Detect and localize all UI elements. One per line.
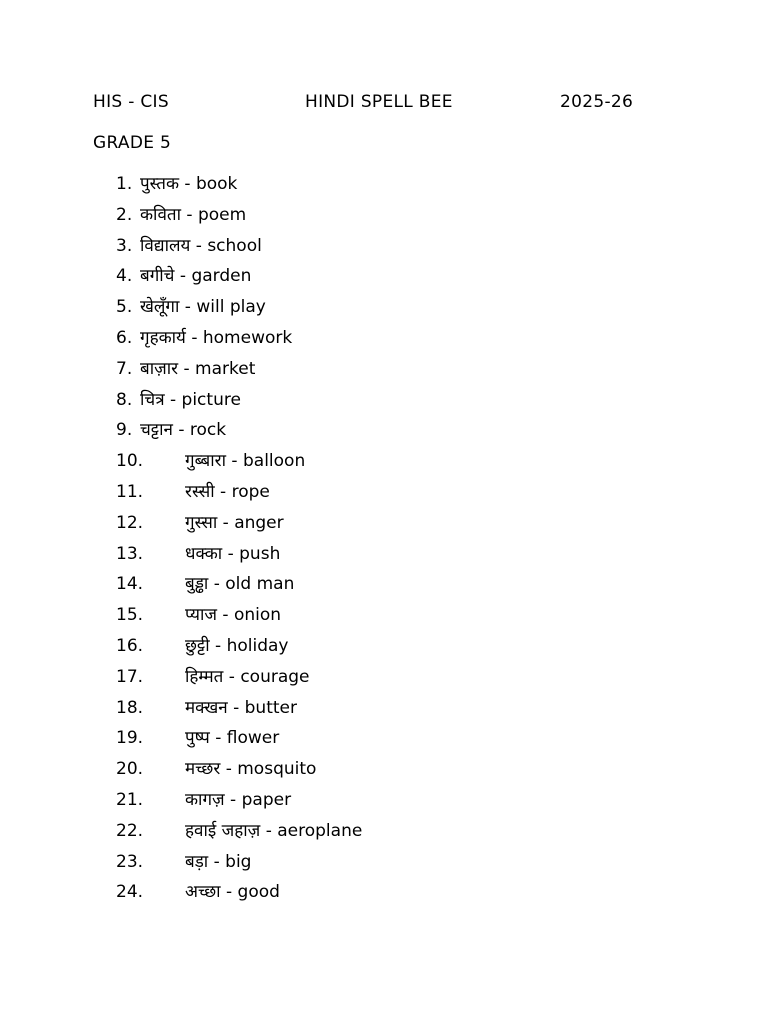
- item-number: 2.: [116, 204, 133, 225]
- hindi-word: खेलूँगा: [140, 297, 180, 318]
- list-item: 10. गुब्बारा - balloon: [116, 451, 306, 472]
- english-meaning: homework: [202, 327, 293, 348]
- english-meaning: courage: [240, 666, 310, 687]
- hindi-word: पुस्तक: [140, 174, 180, 194]
- item-number: 3.: [116, 235, 133, 256]
- hindi-word: हवाई जहाज़: [185, 820, 261, 841]
- hindi-word: हिम्मत: [185, 666, 224, 687]
- item-number: 23.: [116, 851, 144, 872]
- english-meaning: flower: [226, 728, 280, 749]
- list-item: 14. बुड्ढा - old man: [116, 574, 295, 595]
- page-header: [93, 92, 653, 116]
- hindi-word: पुष्प: [185, 728, 210, 749]
- item-number: 9.: [116, 420, 133, 441]
- list-item: 5. खेलूँगा - will play: [116, 297, 266, 318]
- item-number: 7.: [116, 358, 133, 379]
- english-meaning: big: [225, 851, 252, 872]
- list-item: 22. हवाई जहाज़ - aeroplane: [116, 820, 363, 841]
- english-meaning: school: [207, 235, 262, 256]
- item-number: 11.: [116, 481, 144, 502]
- list-item: 1. पुस्तक - book: [116, 174, 238, 194]
- hindi-word: बाज़ार: [140, 358, 179, 379]
- item-number: 5.: [116, 297, 133, 318]
- list-item: 23. बड़ा - big: [116, 851, 252, 872]
- hindi-word: मक्खन: [185, 697, 228, 718]
- list-item: 16. छुट्टी - holiday: [116, 635, 289, 656]
- item-number: 18.: [116, 697, 144, 718]
- hindi-word: कविता: [140, 204, 182, 225]
- list-item: 15. प्याज - onion: [116, 605, 282, 626]
- list-item: 18. मक्खन - butter: [116, 697, 297, 718]
- list-item: 11. रस्सी - rope: [116, 481, 270, 502]
- grade-label: GRADE 5: [93, 133, 172, 153]
- hindi-word: प्याज: [185, 605, 217, 626]
- item-number: 19.: [116, 728, 144, 749]
- hindi-word: कागज़: [185, 789, 225, 810]
- english-meaning: good: [237, 882, 280, 903]
- english-meaning: garden: [191, 266, 252, 287]
- item-number: 20.: [116, 759, 144, 780]
- english-meaning: poem: [197, 204, 247, 225]
- hindi-word: धक्का: [185, 543, 223, 564]
- item-number: 10.: [116, 451, 144, 472]
- english-meaning: balloon: [242, 451, 306, 472]
- hindi-word: चट्टान: [140, 420, 173, 441]
- list-item: 21. कागज़ - paper: [116, 789, 292, 810]
- english-meaning: holiday: [226, 635, 289, 656]
- school-name: HIS - CIS: [93, 92, 169, 112]
- list-item: 12. गुस्सा - anger: [116, 512, 284, 533]
- hindi-word: गृहकार्य: [140, 327, 186, 348]
- item-number: 8.: [116, 389, 133, 410]
- list-item: 3. विद्यालय - school: [116, 235, 262, 256]
- english-meaning: rock: [189, 420, 227, 441]
- english-meaning: old man: [225, 574, 295, 595]
- list-item: 17. हिम्मत - courage: [116, 666, 310, 687]
- hindi-word: रस्सी: [185, 481, 215, 502]
- hindi-word: चित्र: [140, 389, 165, 410]
- hindi-word: छुट्टी: [185, 635, 210, 656]
- list-item: 20. मच्छर - mosquito: [116, 759, 317, 780]
- english-meaning: push: [239, 543, 281, 564]
- item-number: 16.: [116, 635, 144, 656]
- item-number: 1.: [116, 174, 133, 194]
- word-list: [116, 173, 362, 912]
- list-item: 7. बाज़ार - market: [116, 358, 256, 379]
- hindi-word: बड़ा: [185, 851, 209, 872]
- english-meaning: market: [195, 358, 256, 379]
- item-number: 14.: [116, 574, 144, 595]
- list-item: 13. धक्का - push: [116, 543, 281, 564]
- english-meaning: aeroplane: [277, 820, 363, 841]
- english-meaning: mosquito: [237, 759, 317, 780]
- list-item: 8. चित्र - picture: [116, 389, 241, 410]
- list-item: 19. पुष्प - flower: [116, 728, 280, 749]
- english-meaning: onion: [233, 605, 282, 626]
- item-number: 15.: [116, 605, 144, 626]
- list-item: 2. कविता - poem: [116, 204, 247, 225]
- hindi-word: गुब्बारा: [185, 451, 227, 472]
- item-number: 12.: [116, 512, 144, 533]
- list-item: 9. चट्टान - rock: [116, 420, 227, 441]
- item-number: 4.: [116, 266, 133, 287]
- hindi-word: अच्छा: [185, 882, 221, 903]
- list-item: 6. गृहकार्य - homework: [116, 327, 293, 348]
- list-item: 4. बगीचे - garden: [116, 266, 252, 287]
- english-meaning: book: [195, 174, 238, 194]
- item-number: 13.: [116, 543, 144, 564]
- english-meaning: butter: [244, 697, 297, 718]
- list-item: 24. अच्छा - good: [116, 882, 280, 903]
- english-meaning: picture: [181, 389, 241, 410]
- english-meaning: will play: [196, 297, 266, 318]
- hindi-word: गुस्सा: [185, 512, 218, 533]
- document-title: HINDI SPELL BEE: [305, 92, 453, 112]
- item-number: 6.: [116, 327, 133, 348]
- item-number: 21.: [116, 789, 144, 810]
- item-number: 17.: [116, 666, 144, 687]
- hindi-word: मच्छर: [185, 759, 221, 780]
- academic-year: 2025-26: [560, 92, 634, 112]
- english-meaning: rope: [231, 481, 270, 502]
- item-number: 22.: [116, 820, 144, 841]
- english-meaning: paper: [241, 789, 292, 810]
- hindi-word: बुड्ढा: [185, 574, 209, 595]
- hindi-word: विद्यालय: [140, 235, 191, 256]
- hindi-word: बगीचे: [140, 266, 175, 287]
- item-number: 24.: [116, 882, 144, 903]
- english-meaning: anger: [234, 512, 284, 533]
